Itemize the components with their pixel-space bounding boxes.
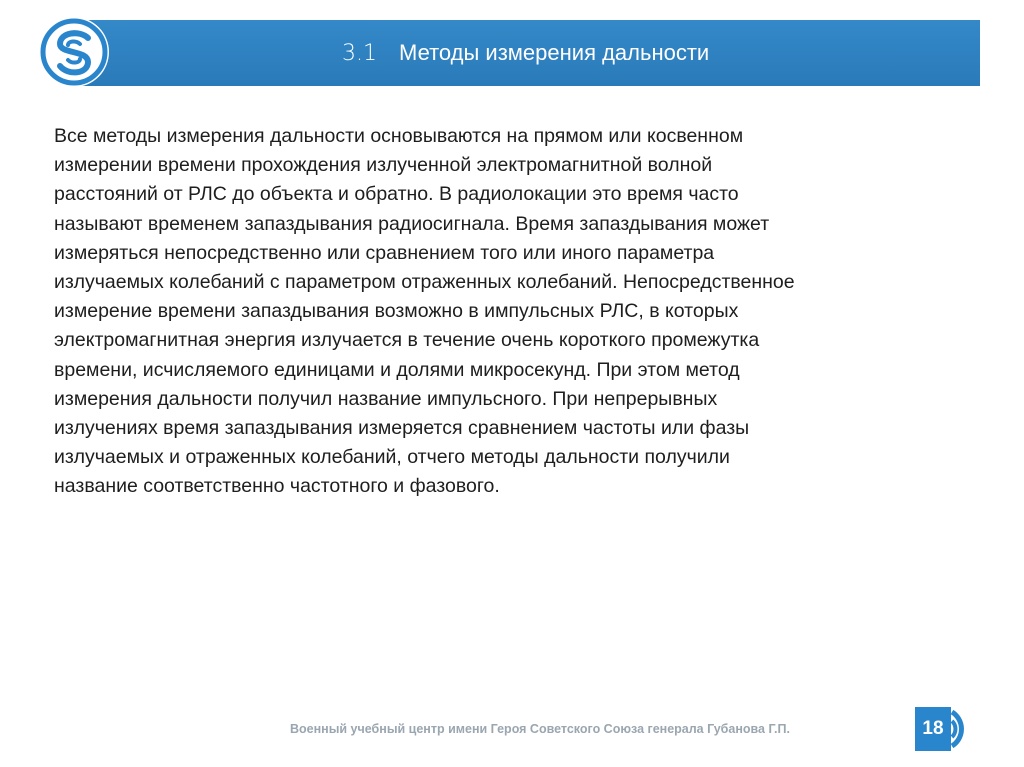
body-paragraph <box>54 122 954 502</box>
body-line: измерении времени прохождения излученной электромагнитной волной <box>54 154 713 177</box>
body-line: излучениях время запаздывания измеряется сравнением частоты или фазы <box>54 417 750 440</box>
section-number: 3.1 <box>342 41 377 66</box>
page-number: 18 <box>915 707 951 751</box>
body-line: измерение времени запаздывания возможно в импульсных РЛС, в которых <box>54 300 739 323</box>
body-line: Все методы измерения дальности основываются на прямом или косвенном <box>54 125 744 147</box>
footer-caption: Военный учебный центр имени Героя Советского Союза генерала Губанова Г.П. <box>290 722 790 736</box>
section-title: Методы измерения дальности <box>399 40 710 65</box>
body-line: расстояний от РЛС до объекта и обратно. В радиолокации это время часто <box>54 183 739 206</box>
body-line: излучаемых колебаний с параметром отраженных колебаний. Непосредственное <box>54 271 795 294</box>
slide-title <box>342 20 709 86</box>
body-line: называют временем запаздывания радиосигнала. Время запаздывания может <box>54 212 770 235</box>
wave-s-logo-icon <box>36 14 112 90</box>
body-line: электромагнитная энергия излучается в течение очень короткого промежутка <box>54 329 760 352</box>
body-line: название соответственно частотного и фазового. <box>54 475 500 498</box>
body-line: измерения дальности получил название импульсного. При непрерывных <box>54 387 718 410</box>
footer-wave-logo-icon <box>948 704 986 754</box>
body-line: измеряться непосредственно или сравнением того или иного параметра <box>54 241 715 264</box>
body-line: времени, исчисляемого единицами и долями микросекунд. При этом метод <box>54 358 740 381</box>
body-line: излучаемых и отраженных колебаний, отчего методы дальности получили <box>54 446 730 469</box>
